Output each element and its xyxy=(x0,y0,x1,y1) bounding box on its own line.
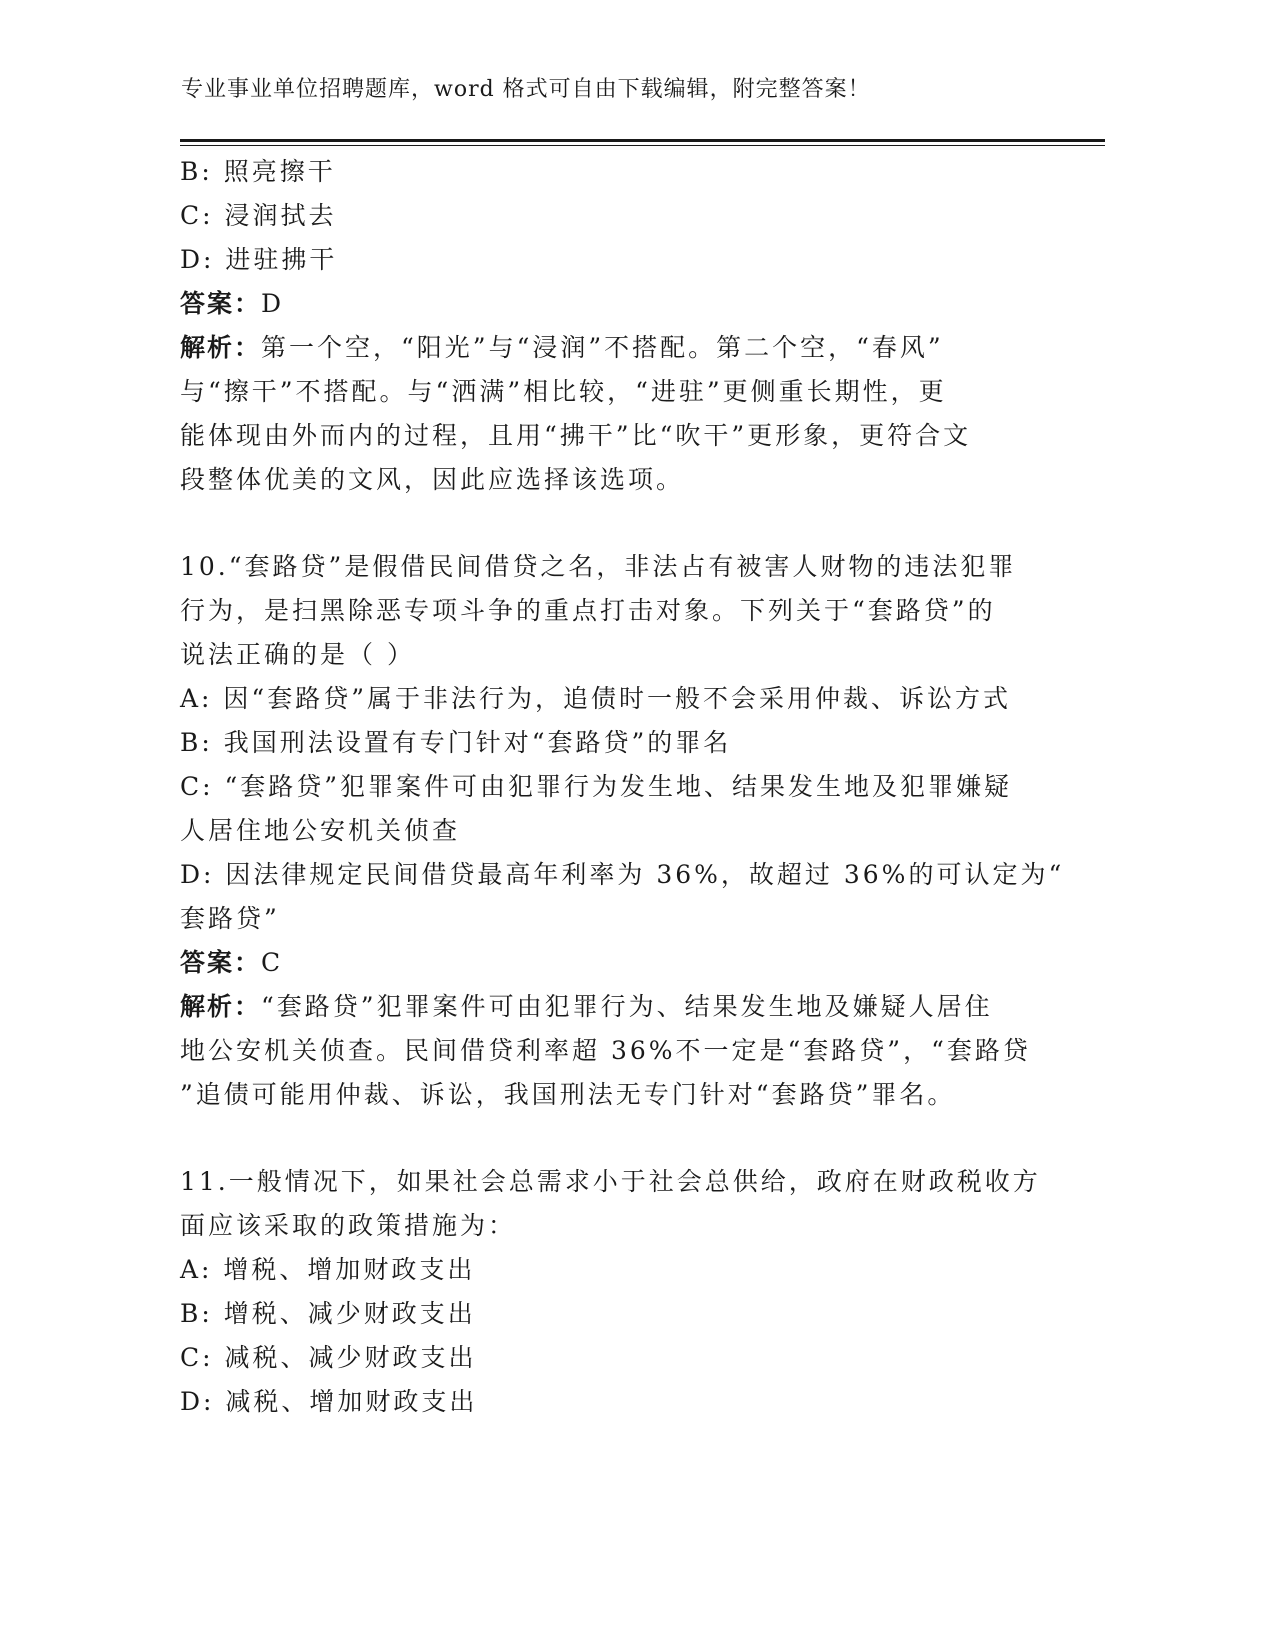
header-divider-thin xyxy=(180,145,1105,146)
q9-analysis-line-3: 能体现由外而内的过程，且用“拂干”比“吹干”更形象，更符合文 xyxy=(180,421,972,450)
q9-analysis-label: 解析： xyxy=(180,333,262,362)
q11-option-a: A: 增税、增加财政支出 xyxy=(180,1255,476,1284)
q9-option-c: C: 浸润拭去 xyxy=(180,201,337,230)
q9-answer-label: 答案： xyxy=(180,289,262,318)
q10-stem-line-1: 10.“套路贷”是假借民间借贷之名，非法占有被害人财物的违法犯罪 xyxy=(180,552,1017,581)
q10-answer-value: C xyxy=(261,948,284,977)
header-note: 专业事业单位招聘题库，word 格式可自由下载编辑，附完整答案！ xyxy=(181,77,871,102)
question-9 xyxy=(180,150,1040,502)
q10-option-d-line-1: D: 因法律规定民间借贷最高年利率为 36%，故超过 36%的可认定为“ xyxy=(180,860,1065,889)
q10-analysis-line-3: ”追债可能用仲裁、诉讼，我国刑法无专门针对“套路贷”罪名。 xyxy=(180,1080,956,1109)
question-10 xyxy=(180,545,1065,1117)
q10-analysis-text-1: “套路贷”犯罪案件可由犯罪行为、结果发生地及嫌疑人居住 xyxy=(261,992,993,1021)
q9-analysis-line-1 xyxy=(180,326,1040,370)
q10-analysis-line-2: 地公安机关侦查。民间借贷利率超 36%不一定是“套路贷”，“套路贷 xyxy=(180,1036,1031,1065)
q10-stem-line-3: 说法正确的是（ ） xyxy=(180,640,415,669)
q10-analysis-line-1 xyxy=(180,985,1040,1029)
section-gap xyxy=(180,1117,1040,1160)
q11-option-c: C: 减税、减少财政支出 xyxy=(180,1343,477,1372)
q11-option-d: D: 减税、增加财政支出 xyxy=(180,1387,478,1416)
question-content xyxy=(180,150,1065,1424)
q10-answer-label: 答案： xyxy=(180,948,262,977)
q11-option-b: B: 增税、减少财政支出 xyxy=(180,1299,476,1328)
q9-answer xyxy=(180,282,1040,326)
header-divider-thick xyxy=(180,139,1105,142)
q10-answer xyxy=(180,941,1040,985)
q11-stem-line-1: 11.一般情况下，如果社会总需求小于社会总供给，政府在财政税收方 xyxy=(180,1167,1041,1196)
question-11 xyxy=(180,1160,1040,1424)
q10-option-b: B: 我国刑法设置有专门针对“套路贷”的罪名 xyxy=(180,728,732,757)
q10-option-d-line-2: 套路贷” xyxy=(180,904,280,933)
q9-answer-value: D xyxy=(261,289,285,318)
q9-analysis-text-1: 第一个空，“阳光”与“浸润”不搭配。第二个空，“春风” xyxy=(261,333,944,362)
section-gap xyxy=(180,502,1040,545)
q10-option-c-line-2: 人居住地公安机关侦查 xyxy=(180,816,461,845)
q10-stem-line-2: 行为，是扫黑除恶专项斗争的重点打击对象。下列关于“套路贷”的 xyxy=(180,596,996,625)
q10-analysis-label: 解析： xyxy=(180,992,262,1021)
q9-option-b: B: 照亮擦干 xyxy=(180,157,336,186)
q10-option-a: A: 因“套路贷”属于非法行为，追债时一般不会采用仲裁、诉讼方式 xyxy=(180,684,1011,713)
q11-stem-line-2: 面应该采取的政策措施为： xyxy=(180,1211,517,1240)
q9-analysis-line-2: 与“擦干”不搭配。与“洒满”相比较，“进驻”更侧重长期性，更 xyxy=(180,377,947,406)
q10-option-c-line-1: C: “套路贷”犯罪案件可由犯罪行为发生地、结果发生地及犯罪嫌疑 xyxy=(180,772,1013,801)
q9-option-d: D: 进驻拂干 xyxy=(180,245,338,274)
q9-analysis-line-4: 段整体优美的文风，因此应选择该选项。 xyxy=(180,465,685,494)
